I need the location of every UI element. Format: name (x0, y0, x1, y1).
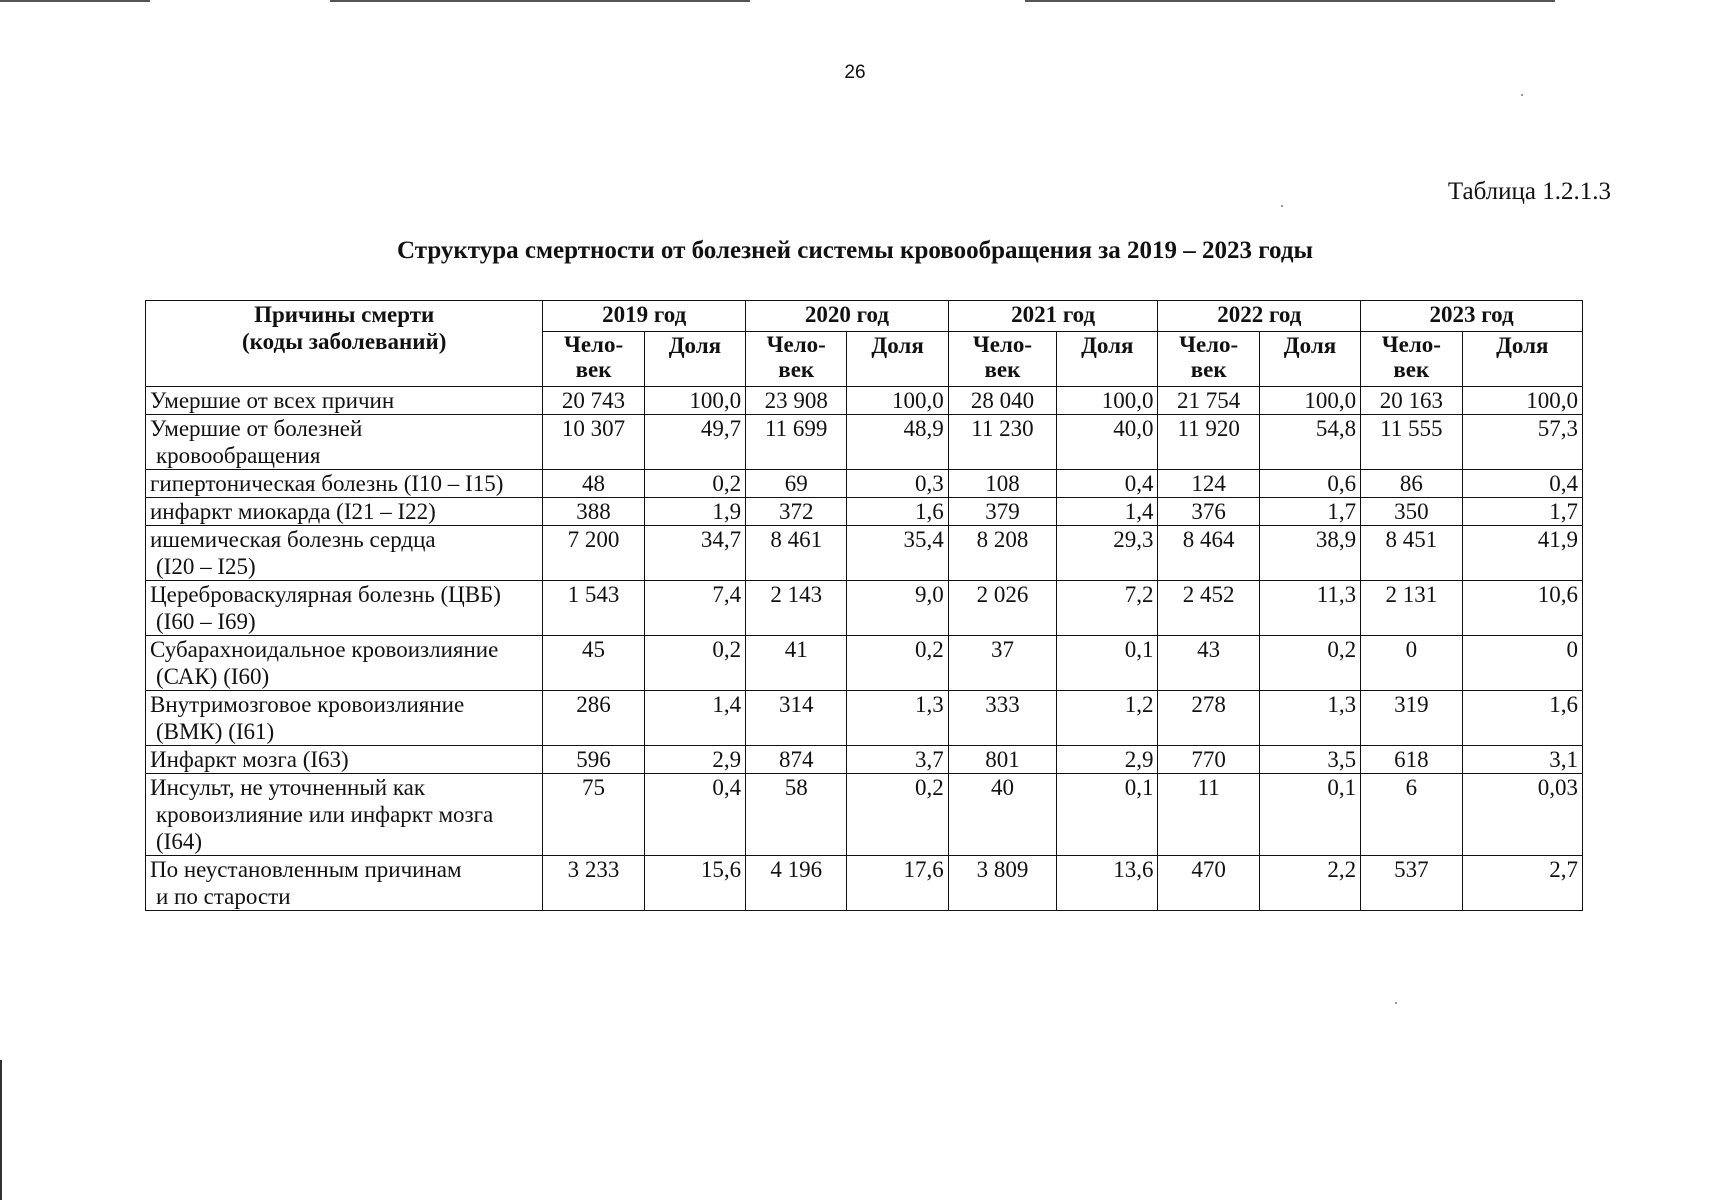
cause-line: (ВМК) (I61) (156, 719, 275, 744)
share-cell: 100,0 (1057, 387, 1158, 415)
people-count-cell: 8 208 (948, 526, 1056, 581)
cause-cell (146, 581, 543, 636)
cause-line: (I20 – I25) (156, 554, 256, 579)
header-cause (146, 301, 543, 387)
share-cell: 0,1 (1057, 774, 1158, 856)
people-count-cell: 379 (948, 498, 1056, 526)
people-count-cell: 40 (948, 774, 1056, 856)
share-cell: 54,8 (1259, 415, 1360, 470)
share-cell: 11,3 (1259, 581, 1360, 636)
table-row (146, 415, 1583, 470)
share-cell: 1,2 (1057, 691, 1158, 746)
cause-line: Внутримозговое кровоизлияние (150, 692, 465, 717)
table-row (146, 498, 1583, 526)
share-cell: 40,0 (1057, 415, 1158, 470)
header-year: 2021 год (948, 301, 1158, 332)
people-count-cell: 2 143 (746, 581, 847, 636)
cause-line: кровообращения (156, 443, 321, 468)
people-count-cell: 0 (1361, 636, 1462, 691)
share-cell: 100,0 (644, 387, 745, 415)
cause-cell (146, 774, 543, 856)
cause-line: и по старости (156, 884, 291, 909)
share-cell: 0,4 (644, 774, 745, 856)
share-cell: 100,0 (1259, 387, 1360, 415)
header-people-line: век (984, 357, 1021, 382)
cause-line: кровоизлияние или инфаркт мозга (156, 802, 494, 827)
cause-line: (САК) (I60) (156, 664, 270, 689)
table-label: Таблица 1.2.1.3 (1447, 178, 1611, 205)
scan-speck (1395, 1002, 1397, 1004)
people-count-cell: 372 (746, 498, 847, 526)
people-count-cell: 11 555 (1361, 415, 1462, 470)
people-count-cell: 8 461 (746, 526, 847, 581)
share-cell: 1,9 (644, 498, 745, 526)
people-count-cell: 874 (746, 746, 847, 774)
header-people-line: Чело- (972, 332, 1033, 357)
people-count-cell: 2 026 (948, 581, 1056, 636)
share-cell: 0,2 (1259, 636, 1360, 691)
cause-line: Субарахноидальное кровоизлияние (150, 637, 499, 662)
header-people (1158, 332, 1259, 387)
share-cell: 1,3 (1259, 691, 1360, 746)
people-count-cell: 350 (1361, 498, 1462, 526)
cause-cell (146, 746, 543, 774)
people-count-cell: 596 (543, 746, 644, 774)
table-body (146, 387, 1583, 911)
share-cell: 13,6 (1057, 856, 1158, 911)
header-people-line: Чело- (766, 332, 826, 357)
table-row (146, 691, 1583, 746)
people-count-cell: 319 (1361, 691, 1462, 746)
share-cell: 35,4 (847, 526, 948, 581)
header-cause-line: (коды заболеваний) (242, 329, 447, 354)
people-count-cell: 618 (1361, 746, 1462, 774)
share-cell: 49,7 (644, 415, 745, 470)
share-cell: 1,4 (1057, 498, 1158, 526)
scan-edge-line (330, 0, 750, 2)
table-row (146, 774, 1583, 856)
table-row (146, 856, 1583, 911)
share-cell: 2,9 (1057, 746, 1158, 774)
share-cell: 2,7 (1462, 856, 1583, 911)
cause-cell (146, 498, 543, 526)
people-count-cell: 6 (1361, 774, 1462, 856)
people-count-cell: 8 451 (1361, 526, 1462, 581)
share-cell: 0,4 (1057, 470, 1158, 498)
share-cell: 2,9 (644, 746, 745, 774)
share-cell: 7,2 (1057, 581, 1158, 636)
scan-edge-line (0, 0, 150, 2)
people-count-cell: 11 699 (746, 415, 847, 470)
share-cell: 0,1 (1259, 774, 1360, 856)
scan-speck (1521, 94, 1523, 96)
table-row (146, 526, 1583, 581)
share-cell: 1,6 (847, 498, 948, 526)
people-count-cell: 470 (1158, 856, 1259, 911)
people-count-cell: 20 163 (1361, 387, 1462, 415)
cause-cell (146, 526, 543, 581)
people-count-cell: 388 (543, 498, 644, 526)
cause-line: инфаркт миокарда (I21 – I22) (150, 499, 436, 524)
table-row (146, 636, 1583, 691)
share-cell: 2,2 (1259, 856, 1360, 911)
cause-line: (I60 – I69) (156, 609, 256, 634)
header-people-line: Чело- (1381, 332, 1441, 357)
share-cell: 1,7 (1259, 498, 1360, 526)
people-count-cell: 28 040 (948, 387, 1056, 415)
cause-cell (146, 387, 543, 415)
people-count-cell: 8 464 (1158, 526, 1259, 581)
people-count-cell: 1 543 (543, 581, 644, 636)
people-count-cell: 41 (746, 636, 847, 691)
share-cell: 0,3 (847, 470, 948, 498)
cause-cell (146, 691, 543, 746)
cause-line: гипертоническая болезнь (I10 – I15) (150, 471, 504, 496)
header-people-line: Чело- (563, 332, 624, 357)
share-cell: 3,1 (1462, 746, 1583, 774)
people-count-cell: 20 743 (543, 387, 644, 415)
share-cell: 9,0 (847, 581, 948, 636)
cause-line: Инсульт, не уточненный как (150, 775, 426, 800)
header-year: 2019 год (543, 301, 746, 332)
cause-line: Умершие от болезней (150, 416, 363, 441)
cause-line: Умершие от всех причин (150, 388, 395, 413)
share-cell: 0,6 (1259, 470, 1360, 498)
people-count-cell: 3 233 (543, 856, 644, 911)
people-count-cell: 3 809 (948, 856, 1056, 911)
table-row (146, 746, 1583, 774)
share-cell: 29,3 (1057, 526, 1158, 581)
share-cell: 3,7 (847, 746, 948, 774)
people-count-cell: 2 452 (1158, 581, 1259, 636)
share-cell: 0,03 (1462, 774, 1583, 856)
people-count-cell: 45 (543, 636, 644, 691)
header-year: 2022 год (1158, 301, 1361, 332)
share-cell: 100,0 (1462, 387, 1583, 415)
people-count-cell: 314 (746, 691, 847, 746)
people-count-cell: 124 (1158, 470, 1259, 498)
people-count-cell: 48 (543, 470, 644, 498)
people-count-cell: 2 131 (1361, 581, 1462, 636)
cause-line: Инфаркт мозга (I63) (150, 747, 349, 772)
header-cause-line: Причины смерти (254, 302, 435, 327)
cause-cell (146, 856, 543, 911)
people-count-cell: 537 (1361, 856, 1462, 911)
mortality-table (145, 300, 1583, 911)
people-count-cell: 86 (1361, 470, 1462, 498)
people-count-cell: 376 (1158, 498, 1259, 526)
share-cell: 0,1 (1057, 636, 1158, 691)
people-count-cell: 21 754 (1158, 387, 1259, 415)
share-cell: 57,3 (1462, 415, 1583, 470)
cause-cell (146, 415, 543, 470)
share-cell: 48,9 (847, 415, 948, 470)
share-cell: 1,7 (1462, 498, 1583, 526)
people-count-cell: 69 (746, 470, 847, 498)
header-share: Доля (1057, 332, 1158, 387)
people-count-cell: 4 196 (746, 856, 847, 911)
share-cell: 0,2 (847, 636, 948, 691)
header-people-line: век (778, 357, 815, 382)
cause-line: Цереброваскулярная болезнь (ЦВБ) (150, 582, 501, 607)
share-cell: 1,4 (644, 691, 745, 746)
share-cell: 1,6 (1462, 691, 1583, 746)
cause-line: (I64) (156, 829, 202, 854)
share-cell: 7,4 (644, 581, 745, 636)
people-count-cell: 770 (1158, 746, 1259, 774)
header-row-years (146, 301, 1583, 332)
people-count-cell: 278 (1158, 691, 1259, 746)
header-share: Доля (644, 332, 745, 387)
people-count-cell: 75 (543, 774, 644, 856)
share-cell: 0,2 (847, 774, 948, 856)
people-count-cell: 7 200 (543, 526, 644, 581)
share-cell: 100,0 (847, 387, 948, 415)
share-cell: 15,6 (644, 856, 745, 911)
people-count-cell: 108 (948, 470, 1056, 498)
page-number: 26 (844, 62, 866, 83)
header-share: Доля (1462, 332, 1583, 387)
header-share: Доля (1259, 332, 1360, 387)
cause-cell (146, 636, 543, 691)
people-count-cell: 23 908 (746, 387, 847, 415)
scan-edge-line (1025, 0, 1555, 2)
header-people (543, 332, 644, 387)
share-cell: 34,7 (644, 526, 745, 581)
header-people (948, 332, 1056, 387)
people-count-cell: 58 (746, 774, 847, 856)
header-people-line: Чело- (1179, 332, 1239, 357)
header-share: Доля (847, 332, 948, 387)
share-cell: 0,2 (644, 470, 745, 498)
header-people-line: век (575, 357, 612, 382)
scan-edge-line-left (0, 1060, 2, 1200)
people-count-cell: 801 (948, 746, 1056, 774)
header-people (1361, 332, 1462, 387)
people-count-cell: 11 230 (948, 415, 1056, 470)
share-cell: 1,3 (847, 691, 948, 746)
cause-line: ишемическая болезнь сердца (150, 527, 436, 552)
header-people-line: век (1393, 357, 1430, 382)
share-cell: 41,9 (1462, 526, 1583, 581)
table-row (146, 470, 1583, 498)
header-people-line: век (1190, 357, 1227, 382)
people-count-cell: 43 (1158, 636, 1259, 691)
share-cell: 10,6 (1462, 581, 1583, 636)
header-year: 2023 год (1361, 301, 1583, 332)
table-row (146, 387, 1583, 415)
header-people (746, 332, 847, 387)
people-count-cell: 11 (1158, 774, 1259, 856)
people-count-cell: 10 307 (543, 415, 644, 470)
share-cell: 3,5 (1259, 746, 1360, 774)
scan-speck (1281, 205, 1283, 207)
people-count-cell: 37 (948, 636, 1056, 691)
share-cell: 0,4 (1462, 470, 1583, 498)
share-cell: 17,6 (847, 856, 948, 911)
header-year: 2020 год (746, 301, 949, 332)
share-cell: 38,9 (1259, 526, 1360, 581)
share-cell: 0,2 (644, 636, 745, 691)
table-row (146, 581, 1583, 636)
share-cell: 0 (1462, 636, 1583, 691)
table-title: Структура смертности от болезней системы кровообращения за 2019 – 2023 годы (397, 237, 1313, 264)
cause-cell (146, 470, 543, 498)
people-count-cell: 11 920 (1158, 415, 1259, 470)
people-count-cell: 333 (948, 691, 1056, 746)
people-count-cell: 286 (543, 691, 644, 746)
cause-line: По неустановленным причинам (150, 857, 462, 882)
